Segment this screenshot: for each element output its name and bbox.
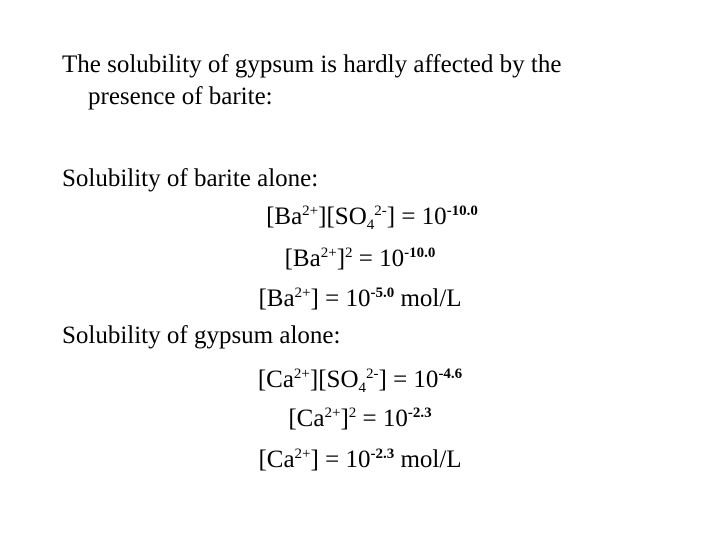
barite-heading: Solubility of barite alone: (62, 165, 319, 192)
gypsum-equation-3: $[Ca^{2+}] = 10^{-2.3}$ mol/L (258, 446, 462, 473)
intro-line-1: The solubility of gypsum is hardly affected by the (62, 51, 562, 78)
barite-equation-1: $[Ba^{2+}][SO_4^{2-}] = 10^{-10.0}$ (266, 203, 478, 233)
barite-equation-2: $[Ba^{2+}]^2 = 10^{-10.0}$ (284, 245, 436, 272)
intro-paragraph (62, 49, 682, 113)
gypsum-equation-2: $[Ca^{2+}]^2 = 10^{-2.3}$ (288, 405, 432, 432)
intro-line-2: presence of barite: (88, 83, 273, 110)
gypsum-equation-1: $[Ca^{2+}][SO_4^{2-}] = 10^{-4.6}$ (257, 366, 463, 396)
barite-equation-3: $[Ba^{2+}] = 10^{-5.0}$ mol/L (258, 285, 462, 312)
gypsum-heading: Solubility of gypsum alone: (62, 322, 341, 349)
